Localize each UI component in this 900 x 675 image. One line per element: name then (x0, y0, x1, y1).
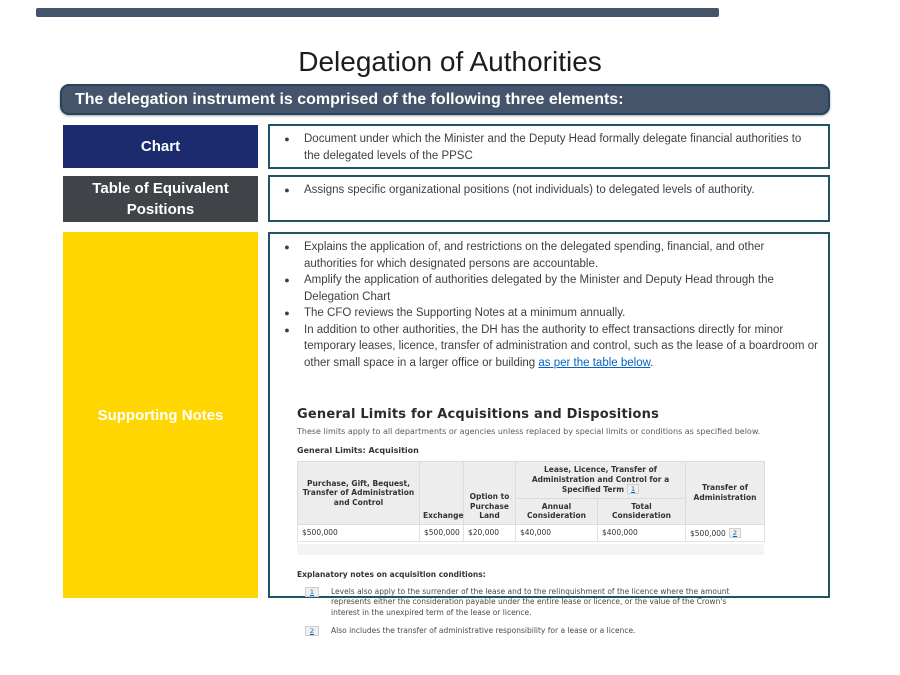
col-header-total: Total Consideration (598, 498, 686, 524)
general-limits-table (297, 461, 765, 542)
bullet-text-segment: . (650, 356, 654, 369)
bullet-icon: ● (284, 134, 290, 144)
supporting-notes-bullet-text: Explains the application of, and restrictions on the delegated spending, financial, and other authorities for which designated persons are accountable. (304, 241, 765, 270)
note-1-text: Levels also apply to the surrender of the lease and to the relinquishment of the licence where the amount represents either the consideration payable under the entire lease or licence, or the value of the Crown's interest in the unexpired term of the lease or licence. (331, 586, 730, 617)
row-label-chart-text: Chart (140, 138, 181, 155)
table-below-link[interactable]: as per the table below (538, 356, 651, 369)
note-2-marker[interactable]: 2 (305, 626, 319, 636)
row-label-supporting-notes-text: Supporting Notes (97, 406, 224, 424)
value-option: $20,000 (464, 524, 516, 541)
equivalent-positions-bullet-item (270, 182, 820, 199)
page-title: Delegation of Authorities (298, 46, 602, 77)
row-label-equivalent-positions (63, 176, 258, 222)
supporting-notes-bullet-text: The CFO reviews the Supporting Notes at a minimum annually. (304, 307, 626, 319)
lease-group-label: Lease, Licence, Transfer of Administration and Control for a Specified Term (531, 465, 670, 494)
top-accent-bar (36, 8, 719, 17)
acquisitions-table-figure (297, 407, 789, 637)
footnote-1-marker[interactable]: 1 (627, 484, 639, 494)
row-content-equivalent-positions (268, 175, 830, 222)
value-purchase: $500,000 (298, 524, 420, 541)
explanatory-note (297, 587, 749, 619)
chart-bullet-item (270, 131, 820, 164)
header-banner-text: The delegation instrument is comprised of the following three elements: (75, 90, 624, 108)
supporting-notes-bullet-item (270, 272, 820, 305)
value-exchange: $500,000 (420, 524, 464, 541)
col-header-purchase: Purchase, Gift, Bequest, Transfer of Administration and Control (298, 462, 420, 525)
note-2-text: Also includes the transfer of administrative responsibility for a lease or a licence. (331, 626, 636, 635)
row-label-equivalent-positions-text: Table of Equivalent Positions (92, 180, 229, 218)
bullet-icon: ● (284, 242, 290, 252)
value-transfer-amount: $500,000 (690, 528, 726, 538)
col-header-exchange: Exchange (420, 462, 464, 525)
supporting-notes-bullet-text: Amplify the application of authorities delegated by the Minister and Deputy Head through the Delegation Chart (304, 274, 774, 303)
supporting-notes-bullet-item (270, 322, 820, 372)
bullet-icon: ● (284, 324, 290, 335)
note-1-marker[interactable]: 1 (305, 587, 319, 597)
table-empty-band (297, 544, 764, 555)
col-header-transfer: Transfer of Administration (686, 462, 765, 525)
row-content-chart (268, 124, 830, 169)
col-header-option: Option to Purchase Land (464, 462, 516, 525)
col-header-annual: Annual Consideration (516, 498, 598, 524)
footnote-2-marker[interactable]: 2 (729, 528, 741, 538)
bullet-icon: ● (284, 275, 290, 285)
explanatory-note (297, 626, 749, 637)
explanatory-notes-heading: Explanatory notes on acquisition conditions: (297, 569, 486, 579)
chart-bullet-text: Document under which the Minister and the Deputy Head formally delegate financial authorities to the delegated levels of the PPSC (304, 133, 802, 162)
acq-table-heading: General Limits for Acquisitions and Dispositions (297, 407, 660, 422)
equivalent-positions-bullet-text: Assigns specific organizational positions (not individuals) to delegated levels of authority. (304, 184, 755, 196)
row-content-supporting-notes (268, 232, 830, 635)
bullet-icon: ● (284, 308, 290, 318)
supporting-notes-bullet-item (270, 239, 820, 272)
value-annual: $40,000 (516, 524, 598, 541)
acq-table-section-label: General Limits: Acquisition (297, 446, 419, 455)
row-label-supporting-notes (63, 232, 258, 598)
value-total: $400,000 (598, 524, 686, 541)
value-transfer (686, 524, 765, 541)
row-label-chart (63, 125, 258, 168)
supporting-notes-bullet-text (304, 322, 820, 372)
header-banner (60, 84, 830, 115)
bullet-text-segment: In addition to other authorities, the DH has the authority to effect transactions directly for minor temporary leases, licence, transfer of administration and control, such as the lease of a boardroom or other small space in a larger office or building (304, 323, 818, 369)
col-header-lease-group (516, 462, 686, 499)
acq-table-subheading: These limits apply to all departments or agencies unless replaced by special limits or conditions as specified below. (297, 427, 761, 436)
bullet-icon: ● (284, 185, 290, 195)
supporting-notes-bullet-item (270, 305, 820, 322)
